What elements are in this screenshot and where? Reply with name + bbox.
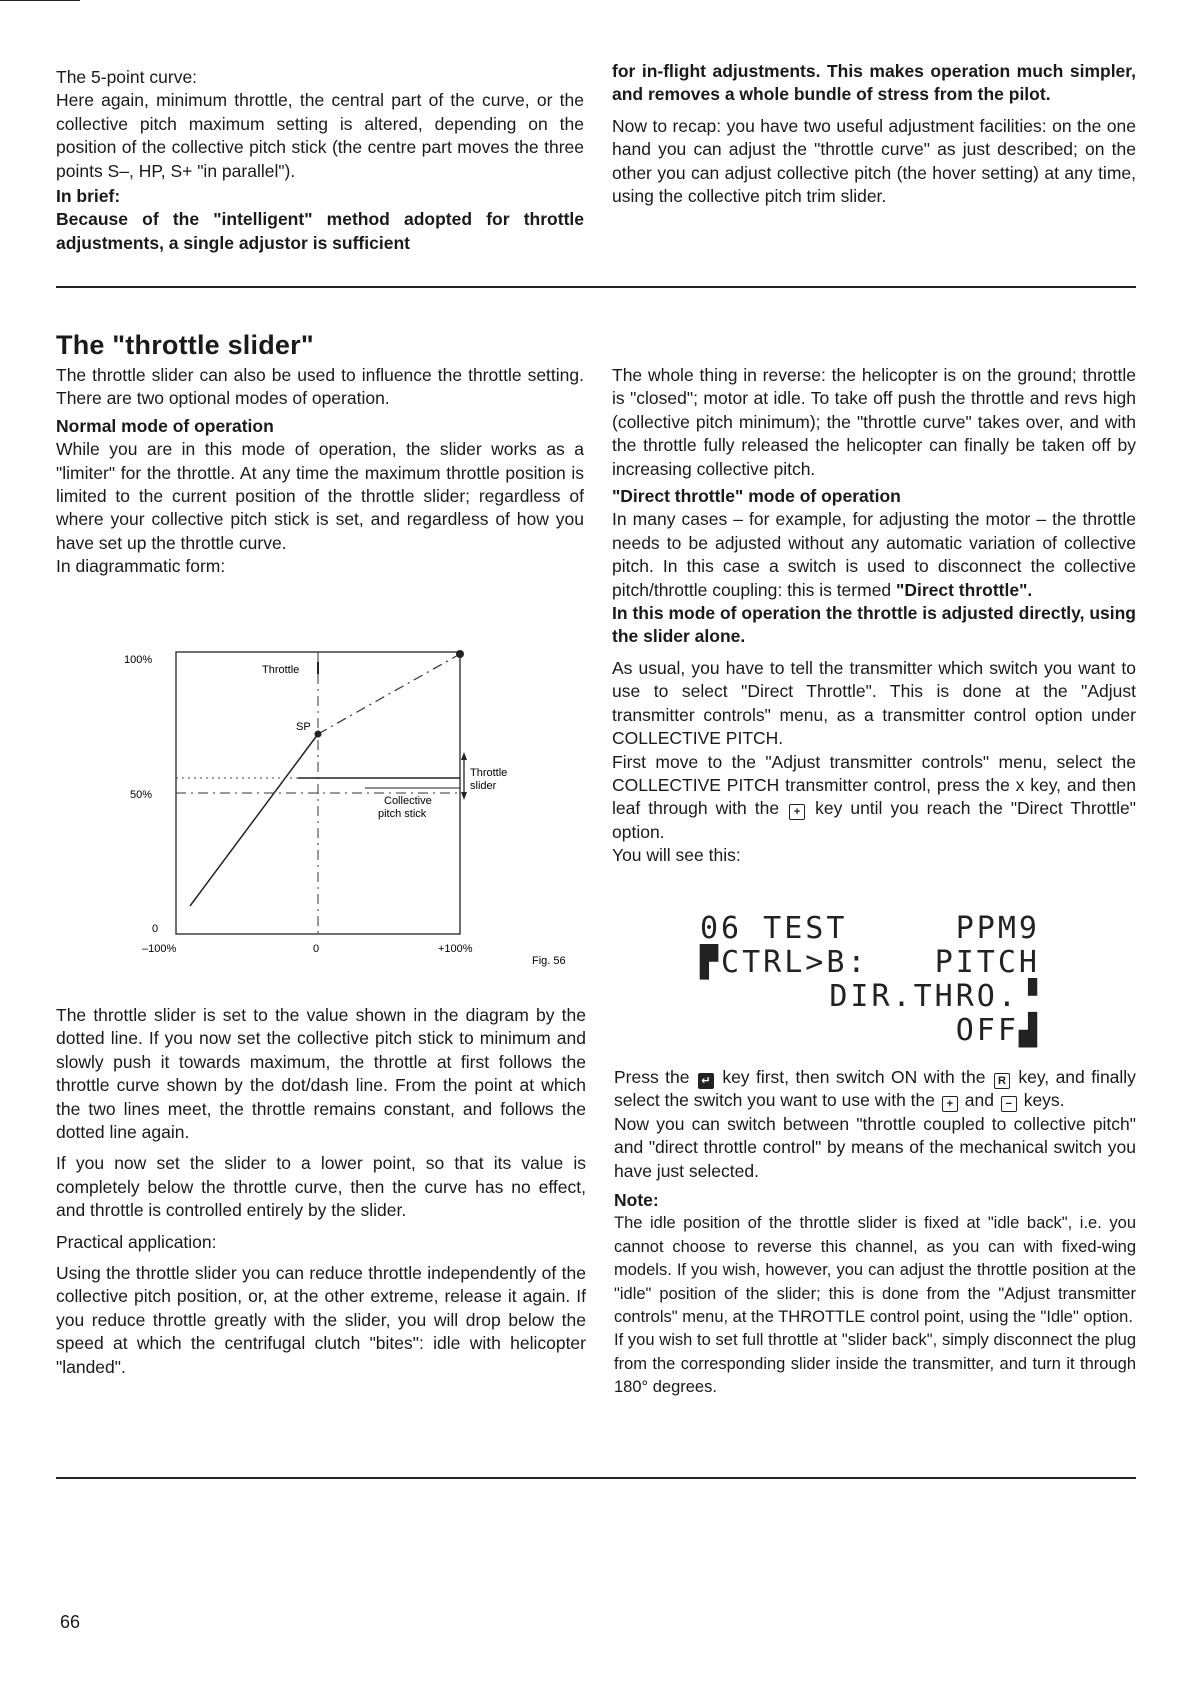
note-paragraph-1: The idle position of the throttle slider is fixed at "idle back", i.e. you cannot choose to reverse this channel, as you can with fixed-wing models. If you wish, however, you can adjust the throttle position at the "idle" position of the slider; this is done from the "Adjust transmitter controls" menu, at the THROTTLE control point, using the "Idle" option. xyxy=(614,1214,1136,1327)
practical-paragraph: Using the throttle slider you can reduce throttle independently of the collective pitch position, or, at the other extreme, release it again. If you reduce throttle greatly with the slider, you will drop below the speed at which the centrifugal clutch "bites": idle with helicopter "landed". xyxy=(56,1263,586,1377)
curve-heading: The 5-point curve: xyxy=(56,67,198,87)
direct-throttle-bold: In this mode of operation the throttle is adjusted directly, using the slider alone. xyxy=(612,603,1136,647)
lcd-line-3 xyxy=(700,980,1040,1014)
brief-bold-text: Because of the "intelligent" method adopted for throttle adjustments, a single adjustor is sufficient xyxy=(56,209,584,253)
lcd-ctrl: ▛CTRL>B: xyxy=(700,945,869,980)
lcd-display xyxy=(700,912,1040,1048)
practical-heading: Practical application: xyxy=(56,1231,217,1252)
page-number: 66 xyxy=(60,1612,81,1632)
right-column-lower xyxy=(614,1066,1136,1400)
switch-between-paragraph: Now you can switch between "throttle coupled to collective pitch" and "direct throttle control" by means of the mechanical switch you have just selected. xyxy=(614,1113,1136,1181)
you-will-see: You will see this: xyxy=(612,845,741,866)
slider-label-2: slider xyxy=(470,780,497,792)
section-divider-bottom xyxy=(56,1477,1136,1479)
lcd-model-name: 06 TEST xyxy=(700,911,848,946)
note-label: Note: xyxy=(614,1190,659,1211)
sp-label: SP xyxy=(296,721,311,733)
diagram-intro: In diagrammatic form: xyxy=(56,556,226,577)
throttle-slider-diagram xyxy=(120,646,580,976)
lcd-modulation: PPM9 xyxy=(955,911,1040,946)
slider-arrow-down xyxy=(461,792,467,800)
press-text-b: key first, then switch ON with the xyxy=(722,1067,986,1087)
collective-label-1: Collective xyxy=(384,795,432,807)
first-move-text-a: First move to the "Adjust transmitter controls" menu, select the COLLECTIVE PITCH transmitter control, press the x key, and then leaf through with the xyxy=(612,751,1136,819)
top-right-column xyxy=(612,60,1136,208)
brief-label: In brief: xyxy=(56,186,121,207)
first-move-text-b: key until you reach the "Direct Throttle" option. xyxy=(612,798,1136,842)
y-label-50: 50% xyxy=(130,789,153,801)
slider-label-1: Throttle xyxy=(470,767,508,779)
lcd-pitch: PITCH xyxy=(934,945,1040,980)
enter-key-icon: ↵ xyxy=(698,1073,714,1089)
left-column-lower xyxy=(56,1004,586,1379)
press-text-c: key, and finally select the switch you want to use with the xyxy=(614,1067,1136,1111)
throttle-curve-upper xyxy=(318,654,460,734)
plus-key-icon: + xyxy=(942,1096,958,1112)
slider-arrow-up xyxy=(461,752,467,760)
figure-caption: Fig. 56 xyxy=(532,955,566,967)
direct-throttle-heading: "Direct throttle" mode of operation xyxy=(612,486,901,507)
x-label-0: 0 xyxy=(313,943,320,955)
y-label-0: 0 xyxy=(152,923,159,935)
normal-mode-heading: Normal mode of operation xyxy=(56,415,274,436)
lcd-line-4 xyxy=(700,1014,1040,1048)
collective-label-2: pitch stick xyxy=(378,808,427,820)
direct-para-text: In many cases – for example, for adjusting the motor – the throttle needs to be adjusted without any automatic variation of collective pitch. In this case a switch is used to disconnect the collective pitch/throttle coupling: this is termed xyxy=(612,509,1136,600)
throttle-curve-lower xyxy=(190,734,318,906)
brief-bold-continuation: for in-flight adjustments. This makes operation much simpler, and removes a whole bundle of stress from the pilot. xyxy=(612,61,1136,105)
press-keys-paragraph xyxy=(614,1066,1136,1113)
x-label-plus100: +100% xyxy=(438,943,473,955)
r-key-icon: R xyxy=(994,1073,1010,1089)
lcd-off: OFF▟ xyxy=(955,1013,1040,1048)
lcd-line-1 xyxy=(700,912,1040,946)
dotted-line-paragraph: The throttle slider is set to the value shown in the diagram by the dotted line. If you now set the collective pitch stick to minimum and slowly push it towards maximum, the throttle at first follows the throttle curve shown by the dot/dash line. From the point at which the two lines meet, the throttle remains constant, and follows the dotted line again. xyxy=(56,1005,586,1143)
minus-key-icon: − xyxy=(1001,1096,1017,1112)
sp-point xyxy=(315,731,322,738)
x-label-minus100: –100% xyxy=(142,943,177,955)
direct-throttle-term: "Direct throttle". xyxy=(896,579,1033,600)
press-text-a: Press the xyxy=(614,1067,690,1087)
recap-paragraph: Now to recap: you have two useful adjustment facilities: on the one hand you can adjust the "throttle curve" as just described; on the other you can adjust collective pitch (the hover setting) at any time, using the collective pitch trim slider. xyxy=(612,115,1136,207)
plus-key-icon: + xyxy=(789,804,805,820)
lcd-dir-thro: DIR.THRO.▝ xyxy=(829,979,1040,1014)
max-point xyxy=(456,650,464,658)
intro-paragraph: The throttle slider can also be used to influence the throttle setting. There are two optional modes of operation. xyxy=(56,365,584,409)
corner-crop-mark xyxy=(0,0,80,1)
y-label-100: 100% xyxy=(124,654,153,666)
note-paragraph-2: If you wish to set full throttle at "slider back", simply disconnect the plug from the corresponding slider inside the transmitter, and turn it through 180° degrees. xyxy=(614,1331,1136,1397)
as-usual-paragraph: As usual, you have to tell the transmitter which switch you want to use to select "Direct Throttle". This is done at the "Adjust transmitter controls" menu, as a transmitter control option under COLLECTIVE PITCH. xyxy=(612,657,1136,749)
lcd-line-2 xyxy=(700,946,1040,980)
reverse-paragraph: The whole thing in reverse: the helicopter is on the ground; throttle is "closed"; motor at idle. To take off push the throttle and revs high (collective pitch minimum); the "throttle curve" takes over, and with the throttle fully released the helicopter can finally be taken off by increasing collective pitch. xyxy=(612,365,1136,479)
section-title: The "throttle slider" xyxy=(56,330,314,360)
top-left-column xyxy=(56,66,584,255)
curve-paragraph: Here again, minimum throttle, the central part of the curve, or the collective pitch maximum setting is altered, depending on the position of the collective pitch stick (the centre part moves the three points S–, HP, S+ "in parallel"). xyxy=(56,90,584,181)
lower-slider-paragraph: If you now set the slider to a lower point, so that its value is completely below the throttle curve, then the curve has no effect, and throttle is controlled entirely by the slider. xyxy=(56,1153,586,1221)
right-column-upper xyxy=(612,364,1136,868)
press-text-d: and xyxy=(964,1090,994,1111)
normal-mode-paragraph: While you are in this mode of operation, the slider works as a "limiter" for the throttle. At any time the maximum throttle position is limited to the current position of the throttle slider; regardless of where your collective pitch stick is set, and regardless of how you have set up the throttle curve. xyxy=(56,439,584,553)
left-column-upper xyxy=(56,364,584,579)
first-move-paragraph xyxy=(612,751,1136,845)
press-text-e: keys. xyxy=(1023,1090,1065,1111)
section-divider-top xyxy=(56,286,1136,288)
throttle-label: Throttle xyxy=(262,664,300,676)
direct-throttle-paragraph xyxy=(612,508,1136,602)
